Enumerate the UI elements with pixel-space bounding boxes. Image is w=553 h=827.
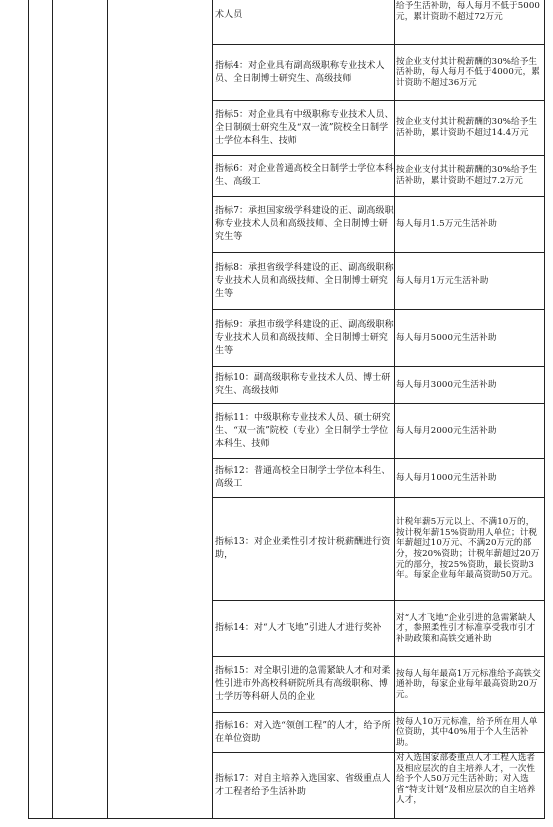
indicator-cell: 术人员	[215, 10, 243, 20]
indicator-text: 指标11：中级职称专业技术人员、硕士研究生、“双一流”院校（专业）全日制学士学位本科生、技师	[215, 412, 391, 449]
support-cell	[396, 367, 543, 403]
support-cell	[396, 601, 543, 656]
support-cell	[396, 156, 543, 196]
indicator-text: 指标5：对企业具有中级职称专业技术人员、全日制硕士研究生及“双一流”院校全日制学士学位本科生、技师	[215, 109, 394, 146]
support-text: 按每人10万元标准，给予所在用人单位资助，其中40%用于个人生活补助。	[396, 716, 538, 748]
support-text: 计税年薪5万元以上、不满10万的，按计税年薪15%资助用人单位；计税年薪超过10万元、不满20万元的部分，按20%资助；计税年薪超过20万元的部分，按25%资助，最长资助3年。每家企业每年最高资助50万元。	[396, 517, 540, 581]
indicator-cell	[214, 459, 394, 497]
table-divider-3	[212, 0, 213, 819]
indicator-text: 指标12：普通高校全日制学士学位本科生、高级工	[215, 466, 391, 489]
indicator-cell	[214, 253, 394, 309]
support-text: 按企业支付其计税薪酬的30%给予生活补助，累计资助不超过7.2万元	[396, 165, 538, 186]
indicator-text: 指标17：对自主培养入选国家、省级重点人才工程者给予生活补助	[215, 773, 391, 797]
support-text: 按每人每年最高1万元标准给予高铁交通补助，每家企业每年最高资助20万元。	[396, 668, 541, 700]
indicator-cell	[214, 310, 394, 366]
indicator-text: 指标9：承担市级学科建设的正、副高级职称专业技术人员和高级技师、全日制博士研究生等	[215, 319, 394, 356]
indicator-text: 指标4：对企业具有副高级职称专业技术人员、全日制博士研究生、高级技师	[215, 60, 385, 84]
support-text: 对入选国家部委重点人才工程入选者及相应层次的自主培养人才，一次性给予个人50万元生活补助；对入选省“特支计划”及相应层次的自主培养人才，	[396, 753, 536, 806]
support-cell	[396, 253, 543, 309]
support-text: 每人每月3000元生活补助	[396, 379, 497, 390]
support-cell	[396, 101, 543, 155]
indicator-text: 指标6：对企业普通高校全日制学士学位本科生、高级工	[215, 164, 394, 187]
indicator-text: 指标7：承担国家级学科建设的正、副高级职称专业技术人员和高级技师、全日制博士研究生等	[215, 206, 394, 242]
indicator-text: 指标10：副高级职称专业技术人员、博士研究生、高级技师	[215, 373, 391, 396]
support-text: 每人每月5000元生活补助	[396, 332, 497, 343]
indicator-cell	[214, 367, 394, 403]
indicator-cell	[214, 404, 394, 458]
indicator-text: 指标14：对“人才飞地”引进人才进行奖补	[215, 623, 382, 633]
support-text: 按企业支付其计税薪酬的30%给予生活补助，累计资助不超过14.4万元	[396, 117, 538, 138]
support-cell	[396, 45, 543, 100]
support-cell	[396, 459, 543, 497]
support-text: 每人每月2000元生活补助	[396, 425, 497, 436]
support-text: 每人每月1.5万元生活补助	[396, 219, 497, 230]
table-divider-1	[52, 0, 53, 819]
support-cell	[396, 310, 543, 366]
support-cell	[396, 498, 543, 600]
indicator-cell	[214, 601, 394, 656]
indicator-cell	[214, 657, 394, 712]
support-text: 按企业支付其计税薪酬的30%给予生活补助，每人每月不低于4000元，累计资助不超过36万元	[396, 56, 540, 88]
support-text: 每人每月1000元生活补助	[396, 472, 497, 483]
indicator-text: 指标13：对企业柔性引才按计税薪酬进行资助，	[215, 537, 391, 560]
indicator-cell	[214, 498, 394, 600]
support-cell	[396, 197, 543, 252]
indicator-cell	[214, 197, 394, 252]
indicator-cell	[214, 156, 394, 196]
table-divider-4	[394, 0, 395, 819]
indicator-text: 指标16：对入选“领创工程”的人才，给予所在单位资助	[215, 720, 391, 744]
support-cell	[396, 713, 543, 752]
table-divider-2	[107, 0, 108, 819]
indicator-text: 指标8：承担省级学科建设的正、副高级职称专业技术人员和高级技师、全日制博士研究生等	[215, 262, 394, 299]
indicator-text: 指标15：对全职引进的急需紧缺人才和对柔性引进市外高校科研院所具有高级职称、博士学历等科研人员的企业	[215, 666, 391, 702]
indicator-cell	[214, 101, 394, 155]
support-cell	[396, 753, 543, 818]
support-text: 对“人才飞地”企业引进的急需紧缺人才，参照柔性引才标准享受我市引才补助政策和高铁交通补助	[396, 612, 536, 644]
support-cell	[396, 404, 543, 458]
support-text: 每人每月1万元生活补助	[396, 275, 489, 286]
indicator-cell	[214, 45, 394, 100]
support-cell: 给予生活补助，每人每月不低于5000元，累计资助不超过72万元	[396, 1, 540, 22]
table-border-left	[28, 0, 29, 819]
indicator-cell	[214, 753, 394, 818]
table-border-right	[544, 0, 545, 819]
indicator-cell	[214, 713, 394, 752]
support-cell	[396, 657, 543, 712]
table-bottom-edge	[28, 818, 545, 819]
